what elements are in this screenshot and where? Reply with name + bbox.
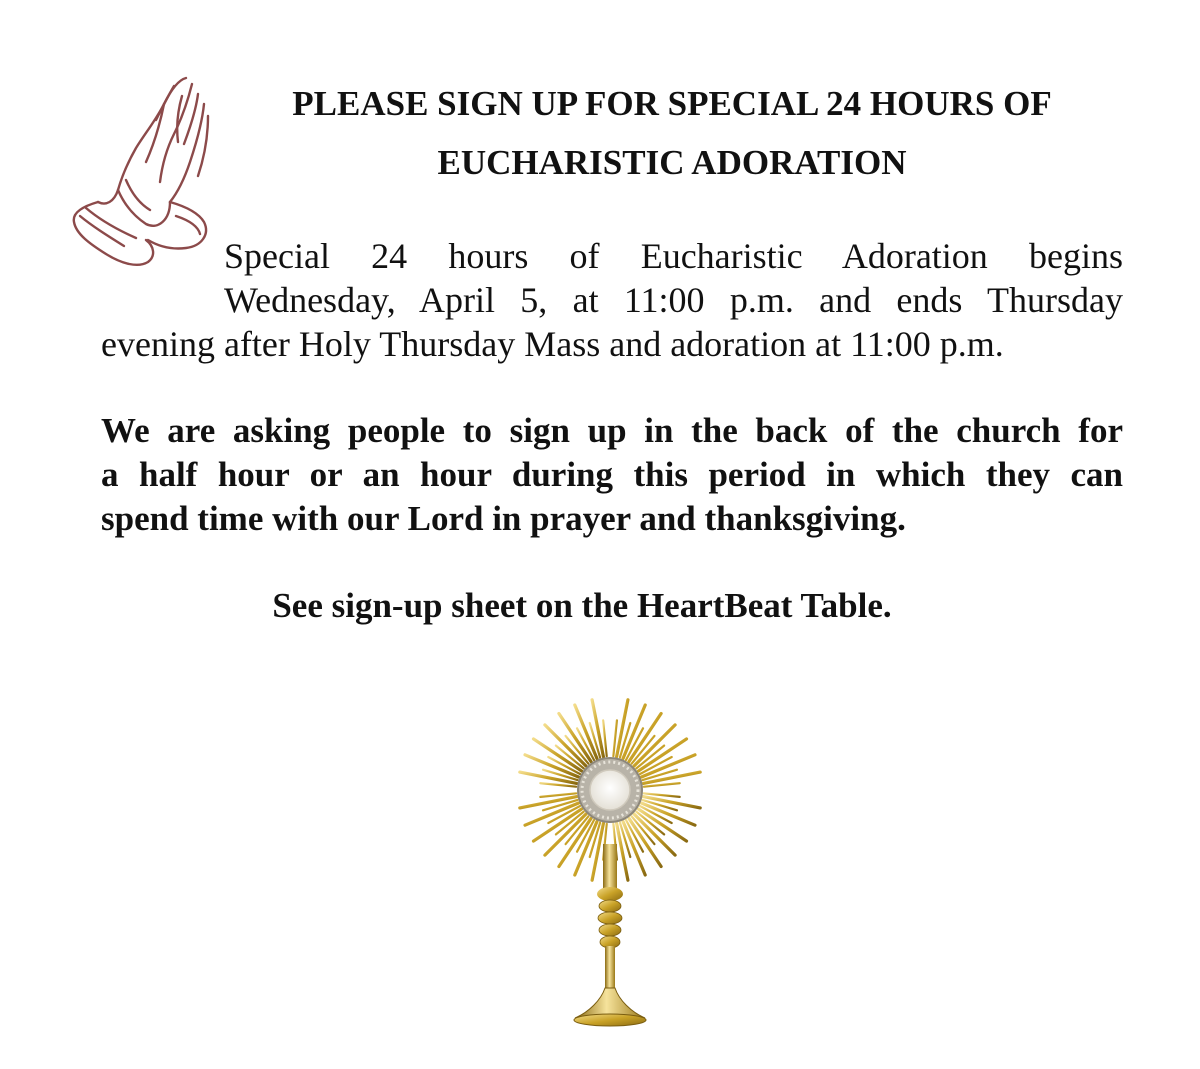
intro-paragraph bbox=[101, 234, 1123, 366]
monstrance-icon bbox=[517, 694, 703, 1030]
title-line-2: EUCHARISTIC ADORATION bbox=[437, 143, 907, 182]
title-line-1: PLEASE SIGN UP FOR SPECIAL 24 HOURS OF bbox=[292, 84, 1052, 123]
intro-line-3: evening after Holy Thursday Mass and adoration at 11:00 p.m. bbox=[101, 324, 1004, 364]
request-line-1: We are asking people to sign up in the back of the church for bbox=[101, 411, 1123, 450]
intro-line-2: Wednesday, April 5, at 11:00 p.m. and ends Thursday bbox=[224, 280, 1123, 320]
intro-line-1: Special 24 hours of Eucharistic Adoration begins bbox=[224, 236, 1123, 276]
page-title bbox=[222, 74, 1122, 192]
request-line-3: spend time with our Lord in prayer and thanksgiving. bbox=[101, 499, 906, 538]
request-line-2: a half hour or an hour during this period in which they can bbox=[101, 455, 1123, 494]
signup-note: See sign-up sheet on the HeartBeat Table. bbox=[272, 586, 892, 625]
request-paragraph bbox=[101, 409, 1123, 541]
